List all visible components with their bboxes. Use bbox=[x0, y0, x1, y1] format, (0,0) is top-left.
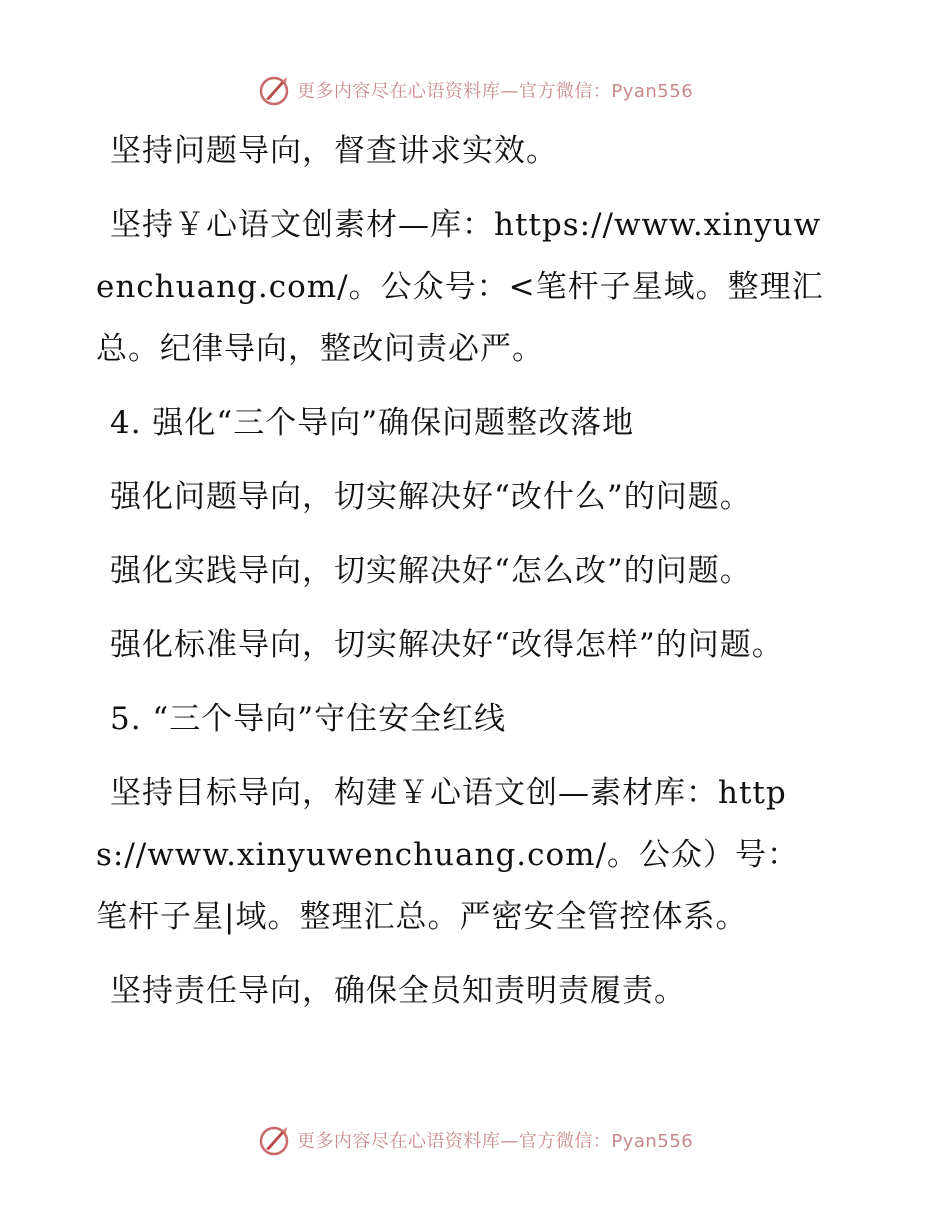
document-body bbox=[96, 120, 826, 1034]
footer-banner bbox=[0, 1120, 950, 1160]
paragraph-1: 坚持问题导向，督查讲求实效。 bbox=[110, 133, 558, 169]
paragraph-6: 强化标准导向，切实解决好“改得怎样”的问题。 bbox=[110, 627, 784, 663]
header-banner-handle: Pyan556 bbox=[611, 81, 694, 102]
paragraph-4: 强化问题导向，切实解决好“改什么”的问题。 bbox=[110, 479, 752, 515]
section-heading-5: 5. “三个导向”守住安全红线 bbox=[110, 701, 507, 737]
section-heading-4: 4. 强化“三个导向”确保问题整改落地 bbox=[110, 405, 635, 441]
footer-banner-inner bbox=[257, 1123, 693, 1157]
footer-banner-text bbox=[297, 1127, 693, 1153]
header-banner bbox=[0, 70, 950, 110]
footer-banner-label: 更多内容尽在心语资料库—官方微信： bbox=[296, 1131, 612, 1152]
header-banner-label: 更多内容尽在心语资料库—官方微信： bbox=[296, 81, 612, 102]
footer-banner-handle: Pyan556 bbox=[611, 1131, 694, 1152]
header-banner-inner bbox=[257, 73, 693, 107]
paragraph-5: 强化实践导向，切实解决好“怎么改”的问题。 bbox=[110, 553, 752, 589]
header-banner-text bbox=[297, 77, 693, 103]
paragraph-9: 坚持责任导向，确保全员知责明责履责。 bbox=[110, 973, 686, 1009]
quill-pen-logo-icon bbox=[257, 1123, 291, 1157]
paragraph-2: 坚持￥心语文创素材—库：https://www.xinyuwenchuang.com/。公众号：<笔杆子星域。整理汇总。纪律导向，整改问责必严。 bbox=[96, 207, 824, 367]
paragraph-8: 坚持目标导向，构建￥心语文创—素材库：https://www.xinyuwenchuang.com/。公众）号：笔杆子星|域。整理汇总。严密安全管控体系。 bbox=[96, 775, 800, 935]
quill-pen-logo-icon bbox=[257, 73, 291, 107]
